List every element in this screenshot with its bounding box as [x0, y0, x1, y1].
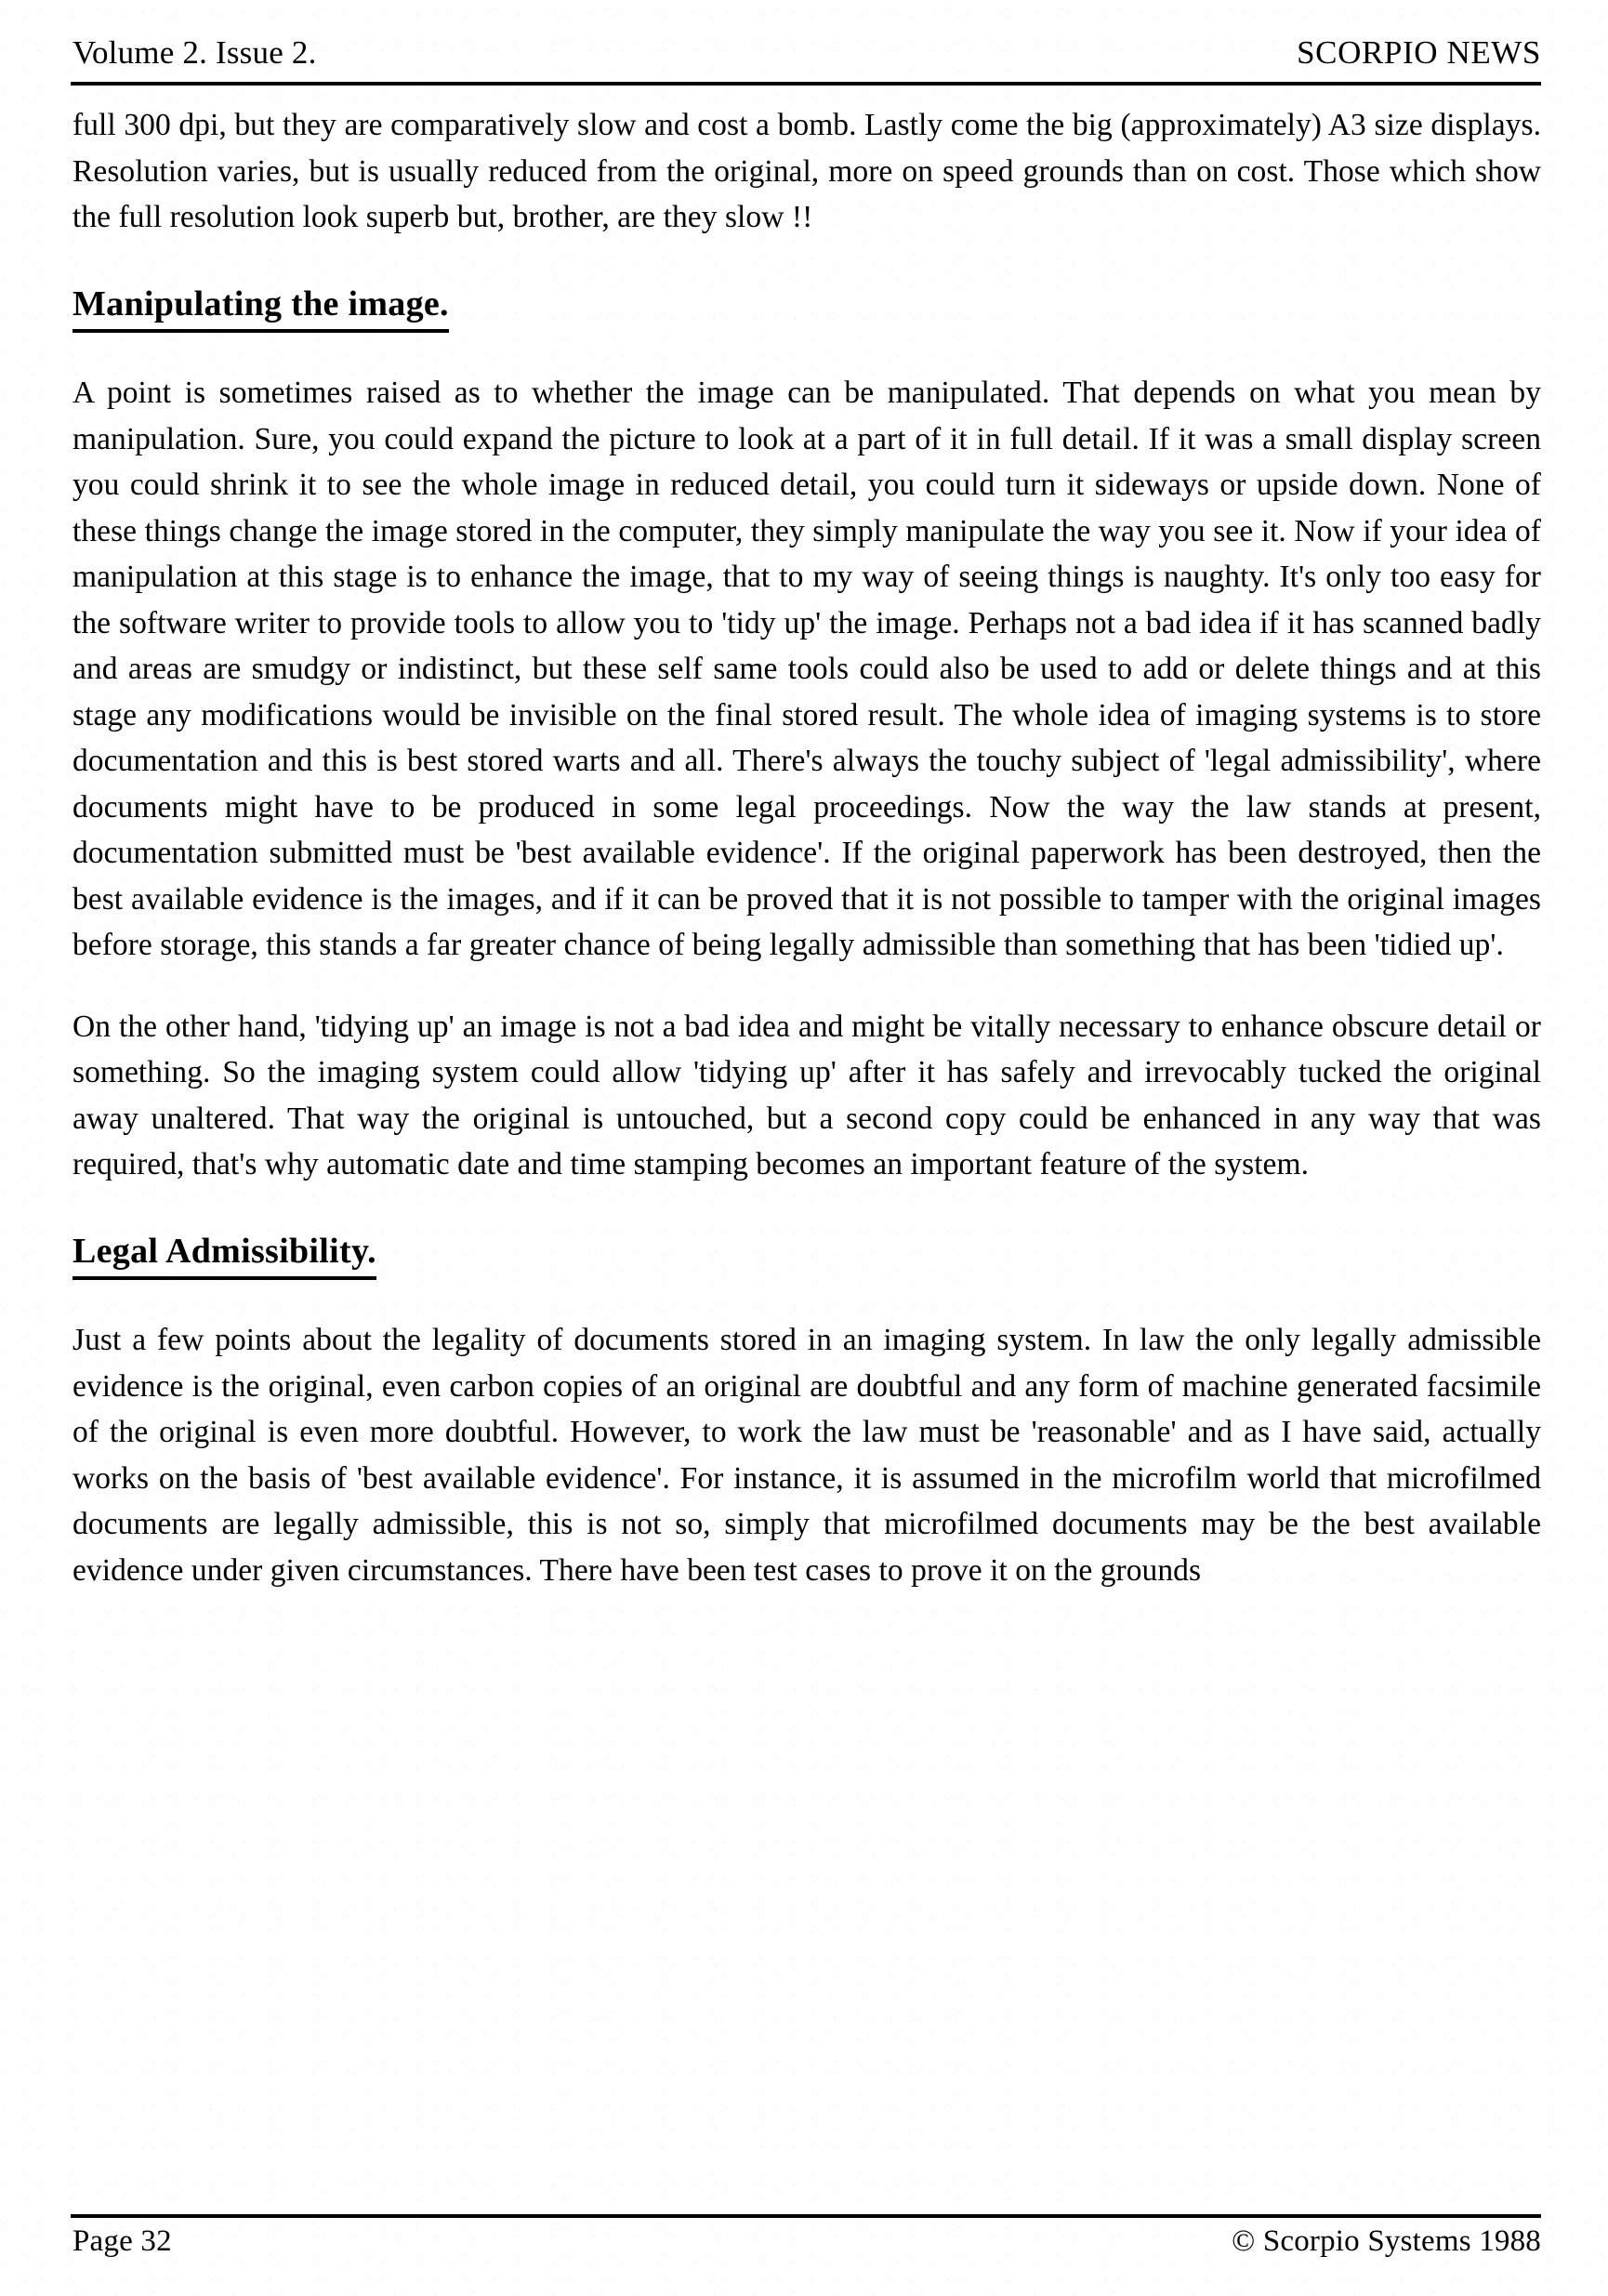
heading-manipulating-the-image: Manipulating the image.: [72, 284, 449, 334]
footer-rule: [71, 2214, 1541, 2218]
volume-issue-label: Volume 2. Issue 2.: [72, 34, 317, 71]
heading-legal-admissibility: Legal Admissibility.: [72, 1231, 376, 1281]
page-footer: [72, 2223, 1541, 2261]
masthead-title: SCORPIO NEWS: [1297, 34, 1541, 71]
page-number: Page 32: [72, 2224, 172, 2258]
running-head: [72, 35, 1541, 72]
heading-manipulating-the-image-wrap: [72, 284, 1541, 334]
header-rule: [71, 82, 1541, 86]
heading-legal-admissibility-wrap: [72, 1231, 1541, 1281]
paragraph-manipulation: A point is sometimes raised as to whether the image can be manipulated. That depends on what you mean by manipulation. Sure, you could expand the picture to look at a part of it in full detail. If it was a small display screen you could shrink it to see the whole image in reduced detail, you could turn it sideways or upside down. None of these things change the image stored in the computer, they simply manipulate the way you see it. Now if your idea of manipulation at this stage is to enhance the image, that to my way of seeing things is naughty. It's only too easy for the software writer to provide tools to allow you to 'tidy up' the image. Perhaps not a bad idea if it has scanned badly and areas are smudgy or indistinct, but these self same tools could also be used to add or delete things and at this stage any modifications would be invisible on the final stored result. The whole idea of imaging systems is to store documentation and this is best stored warts and all. There's always the touchy subject of 'legal admissibility', where documents might have to be produced in some legal proceedings. Now the way the law stands at present, documentation submitted must be 'best available evidence'. If the original paperwork has been destroyed, then the best available evidence is the images, and if it can be proved that it is not possible to tamper with the original images before storage, this stands a far greater chance of being legally admissible than something that has been 'tidied up'.: [72, 376, 1541, 963]
paragraph-legal-admissibility: Just a few points about the legality of documents stored in an imaging system. In law the only legally admissible evidence is the original, even carbon copies of an original are doubtful and any form of machine generated facsimile of the original is even more doubtful. However, to work the law must be 'reasonable' and as I have said, actually works on the basis of 'best available evidence'. For instance, it is assumed in the microfilm world that microfilmed documents are legally admissible, this is not so, simply that microfilmed documents may be the best available evidence under given circumstances. There have been test cases to prove it on the grounds: [72, 1323, 1541, 1588]
copyright-notice: © Scorpio Systems 1988: [1232, 2224, 1541, 2258]
paragraph-continuation: full 300 dpi, but they are comparatively slow and cost a bomb. Lastly come the big (approximately) A3 size displays. Resolution varies, but is usually reduced from the original, more on speed grounds than on cost. Those which show the full resolution look superb but, brother, are they slow !!: [72, 108, 1541, 234]
body-column: [72, 102, 1541, 1629]
paragraph-tidying-up: On the other hand, 'tidying up' an image is not a bad idea and might be vitally necessary to enhance obscure detail or something. So the imaging system could allow 'tidying up' after it has safely and irrevocably tucked the original away unaltered. That way the original is untouched, but a second copy could be enhanced in any way that was required, that's why automatic date and time stamping becomes an important feature of the system.: [72, 1009, 1541, 1182]
